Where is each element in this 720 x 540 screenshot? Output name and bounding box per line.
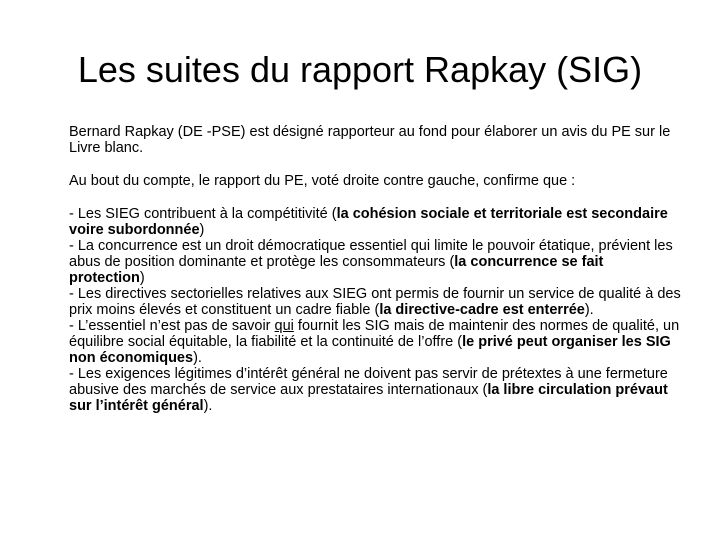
slide-body xyxy=(69,124,681,414)
findings-list xyxy=(69,206,681,414)
item-bold-text: la cohésion sociale et territoriale est secondaire voire subordonnée xyxy=(69,206,668,238)
list-item xyxy=(69,238,681,286)
item-bold-text: le privé peut organiser les SIG non économiques xyxy=(69,334,671,366)
lead-paragraph: Au bout du compte, le rapport du PE, voté droite contre gauche, confirme que : xyxy=(69,173,576,189)
item-end: ). xyxy=(203,398,213,414)
item-text: - Les directives sectorielles relatives aux SIEG ont permis de fournir un service de qualité à des prix moins élevés et constituent un cadre fiable ( xyxy=(69,286,681,318)
list-item xyxy=(69,286,681,318)
item-underlined-text: qui xyxy=(274,318,294,334)
item-bold-text: la libre circulation prévaut sur l’intérêt général xyxy=(69,382,668,414)
item-bold-text: la directive-cadre est enterrée xyxy=(379,302,585,318)
list-item xyxy=(69,206,681,238)
item-bold-text: la concurrence se fait protection xyxy=(69,254,604,286)
item-pre-text: - L’essentiel n’est pas de savoir xyxy=(69,318,275,334)
item-text: - Les SIEG contribuent à la compétitivité ( xyxy=(69,206,337,222)
intro-paragraph: Bernard Rapkay (DE -PSE) est désigné rapporteur au fond pour élaborer un avis du PE sur le Livre blanc. xyxy=(69,124,671,156)
item-end: ). xyxy=(193,350,202,366)
item-text: fournit les SIG mais de maintenir des normes de qualité, un équilibre social équitable, la fiabilité et la continuité de l’offre ( xyxy=(69,318,680,350)
slide-title: Les suites du rapport Rapkay (SIG) xyxy=(77,49,643,90)
item-end: ) xyxy=(199,222,205,238)
item-end: ) xyxy=(139,270,145,286)
item-text: - Les exigences légitimes d’intérêt général ne doivent pas servir de prétextes à une fermeture abusive des marchés de service aux prestataires internationaux ( xyxy=(69,366,668,398)
list-item xyxy=(69,366,681,414)
list-item xyxy=(69,318,681,366)
item-text: - La concurrence est un droit démocratique essentiel qui limite le pouvoir étatique, prévient les abus de position dominante et protège les consommateurs ( xyxy=(69,238,673,270)
item-end: ). xyxy=(584,302,594,318)
